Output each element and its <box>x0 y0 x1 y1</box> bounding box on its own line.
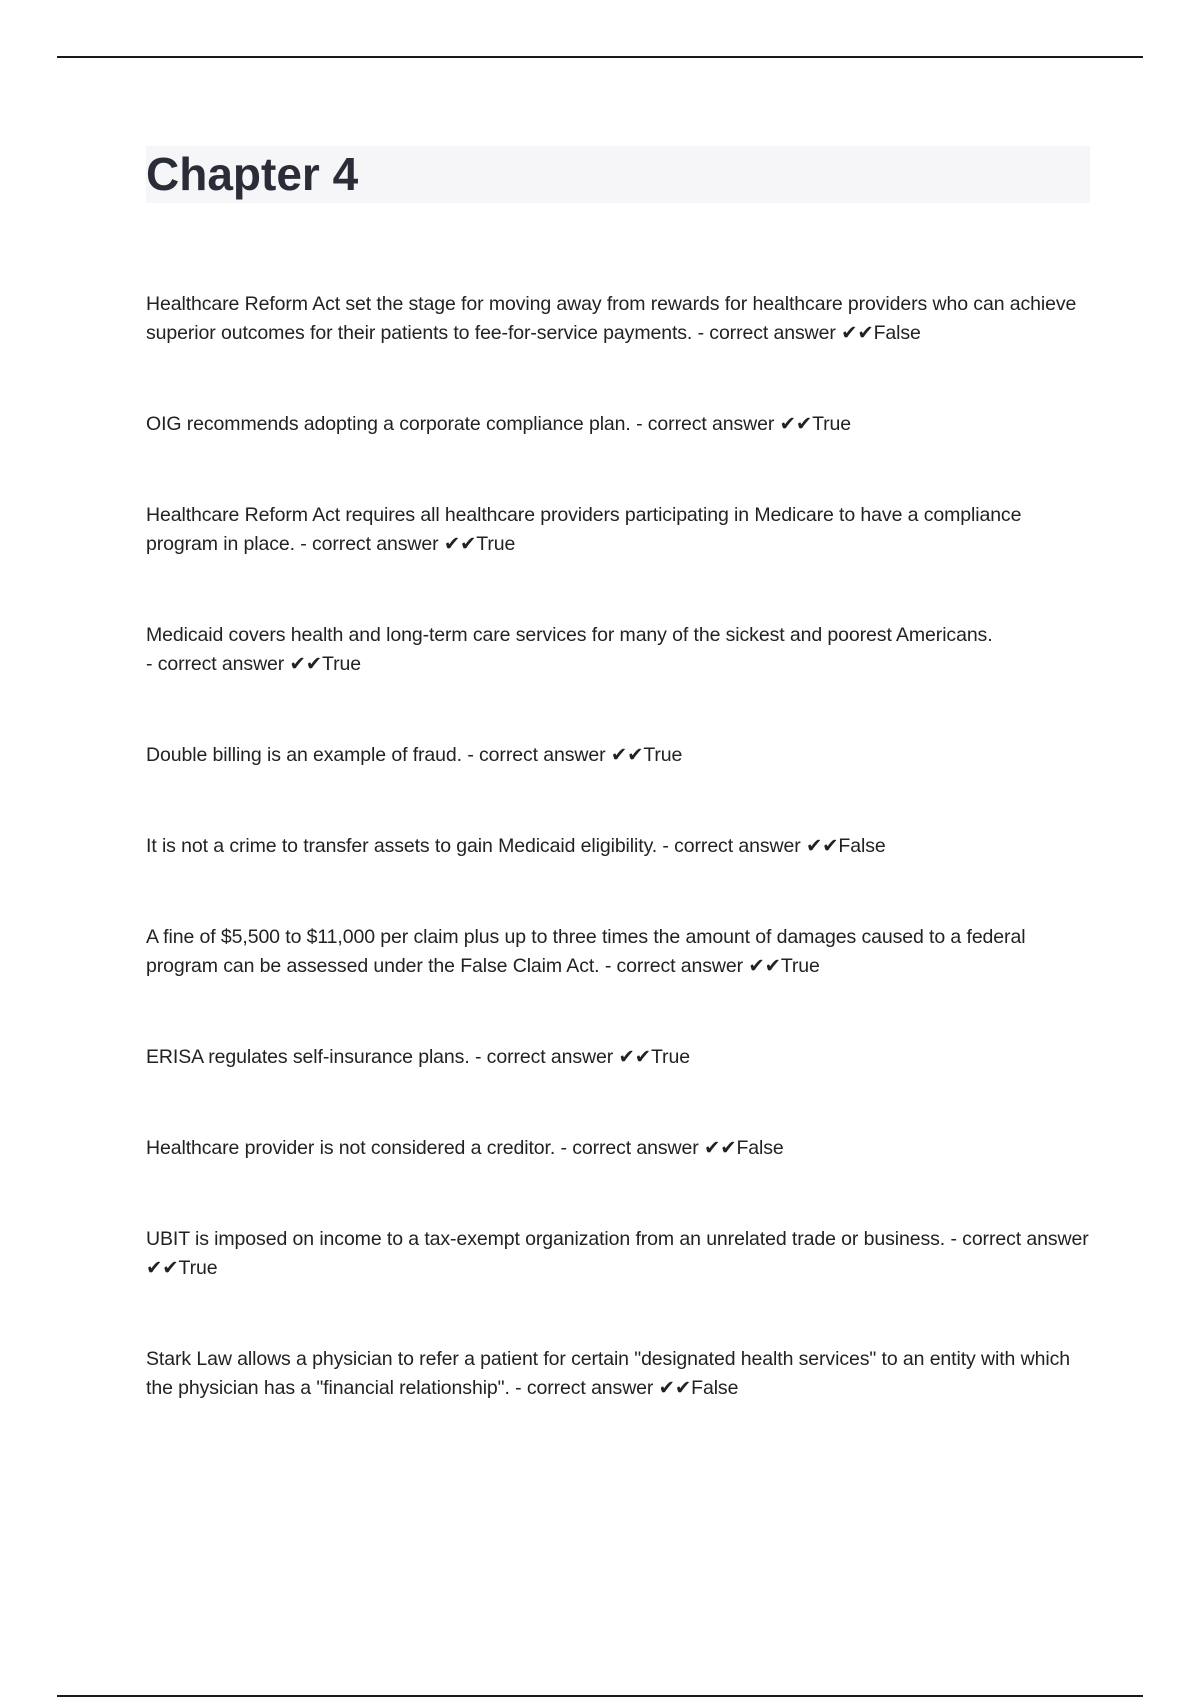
answer-prefix: - correct answer <box>467 744 606 766</box>
double-check-icon: ✔✔ <box>658 1377 692 1399</box>
question-item <box>146 501 1090 559</box>
question-text: Healthcare Reform Act set the stage for moving away from rewards for healthcare providers who can achieve superior outcomes for their patients to fee-for-service payments. <box>146 293 1077 344</box>
question-text: Medicaid covers health and long-term care services for many of the sickest and poorest Americans. <box>146 624 993 646</box>
double-check-icon: ✔✔ <box>610 744 644 766</box>
answer-prefix: - correct answer <box>662 835 801 857</box>
answer-prefix: - correct answer <box>636 413 775 435</box>
answer-value: False <box>736 1137 784 1159</box>
answer-value: True <box>643 744 683 766</box>
top-rule <box>57 56 1143 58</box>
double-check-icon: ✔✔ <box>704 1137 737 1159</box>
answer-prefix: - correct answer <box>604 955 743 977</box>
answer-prefix: - correct answer <box>560 1137 699 1159</box>
answer-value: True <box>322 653 361 675</box>
question-list <box>146 290 1090 1465</box>
answer-value: False <box>838 835 886 857</box>
question-item <box>146 410 1090 439</box>
double-check-icon: ✔✔ <box>779 413 813 435</box>
answer-value: True <box>178 1257 218 1279</box>
question-text: Healthcare Reform Act requires all healthcare providers participating in Medicare to have a compliance program in place. <box>146 504 1022 555</box>
question-text: ERISA regulates self-insurance plans. <box>146 1046 470 1068</box>
question-text: A fine of $5,500 to $11,000 per claim plus up to three times the amount of damages caused to a federal program can be assessed under the False Claim Act. <box>146 926 1026 977</box>
answer-value: False <box>691 1377 739 1399</box>
title-banner <box>146 146 1090 203</box>
double-check-icon: ✔✔ <box>146 1257 179 1279</box>
answer-value: True <box>812 413 852 435</box>
answer-value: False <box>873 322 921 344</box>
answer-value: True <box>476 533 516 555</box>
double-check-icon: ✔✔ <box>748 955 781 977</box>
double-check-icon: ✔✔ <box>805 835 839 857</box>
question-item <box>146 832 1090 861</box>
question-item <box>146 1345 1090 1403</box>
double-check-icon: ✔✔ <box>841 322 874 344</box>
question-item <box>146 621 1090 679</box>
document-body <box>146 146 1090 1399</box>
answer-value: True <box>780 955 820 977</box>
question-text: Double billing is an example of fraud. <box>146 744 462 766</box>
double-check-icon: ✔✔ <box>443 533 477 555</box>
question-text: Stark Law allows a physician to refer a patient for certain "designated health services" to an entity with which the physician has a "financial relationship". <box>146 1348 1070 1399</box>
question-item <box>146 923 1090 981</box>
question-item <box>146 741 1090 770</box>
question-item <box>146 1043 1090 1072</box>
page-title: Chapter 4 <box>146 148 359 200</box>
question-item <box>146 1134 1090 1163</box>
question-item <box>146 290 1090 348</box>
question-text: It is not a crime to transfer assets to gain Medicaid eligibility. <box>146 835 658 857</box>
answer-prefix: - correct answer <box>146 653 285 675</box>
answer-prefix: - correct answer <box>474 1046 614 1068</box>
answer-prefix: - correct answer <box>300 533 439 555</box>
answer-prefix: - correct answer <box>515 1377 654 1399</box>
double-check-icon: ✔✔ <box>289 653 322 675</box>
question-text: Healthcare provider is not considered a creditor. <box>146 1137 556 1159</box>
answer-value: True <box>650 1046 690 1068</box>
answer-prefix: - correct answer <box>950 1228 1089 1250</box>
question-text: UBIT is imposed on income to a tax-exempt organization from an unrelated trade or business. <box>146 1228 946 1250</box>
answer-prefix: - correct answer <box>697 322 836 344</box>
question-text: OIG recommends adopting a corporate compliance plan. <box>146 413 631 435</box>
question-item <box>146 1225 1090 1283</box>
double-check-icon: ✔✔ <box>618 1046 651 1068</box>
bottom-rule <box>57 1695 1143 1697</box>
